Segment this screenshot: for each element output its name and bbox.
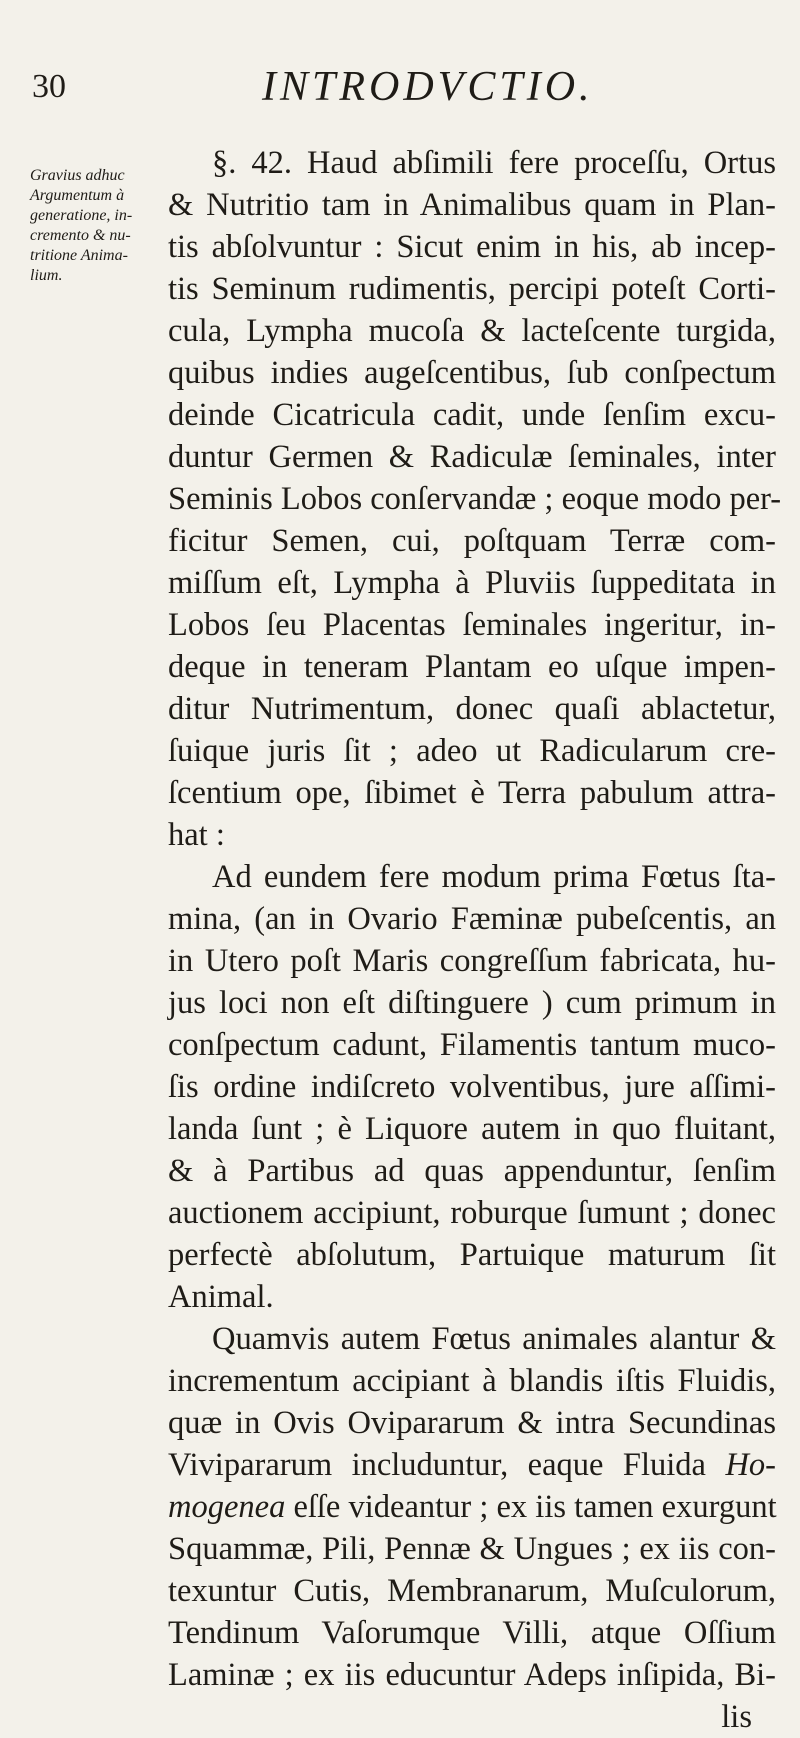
marginal-note-line: Argumentum à xyxy=(30,187,125,204)
text-line: mina, (an in Ovario Fæminæ pubeſcentis, an xyxy=(168,901,776,937)
running-title: INTRODVCTIO. xyxy=(262,64,594,110)
text-line: Squammæ, Pili, Pennæ & Ungues ; ex iis con- xyxy=(168,1531,776,1567)
text-line: ficitur Semen, cui, poſtquam Terræ com- xyxy=(168,523,776,559)
text-line: ſis ordine indiſcreto volventibus, jure aſſimi- xyxy=(168,1069,776,1105)
text-line: auctionem accipiunt, roburque ſumunt ; donec xyxy=(168,1195,776,1231)
text-line: ſuique juris ſit ; adeo ut Radicularum cre- xyxy=(168,733,776,769)
text-line: Tendinum Vaſorumque Villi, atque Oſſium xyxy=(168,1615,776,1651)
text-line: jus loci non eſt diſtinguere ) cum primum in xyxy=(168,985,776,1021)
text-line: incrementum accipiant à blandis iſtis Fluidis, xyxy=(168,1363,776,1399)
text-line: & à Partibus ad quas appenduntur, ſenſim xyxy=(168,1153,776,1189)
italic-term: Ho- xyxy=(725,1447,776,1483)
text-line: in Utero poſt Maris congreſſum fabricata, hu- xyxy=(168,943,776,979)
text-line: deinde Cicatricula cadit, unde ſenſim excu- xyxy=(168,397,776,433)
text-line: tis Seminum rudimentis, percipi poteſt Corti- xyxy=(168,271,776,307)
text-fragment: Vivipararum includuntur, eaque Fluida xyxy=(168,1447,726,1483)
marginal-note-line: Gravius adhuc xyxy=(30,167,125,184)
marginal-note-line: cremento & nu- xyxy=(30,227,131,244)
text-line: hat : xyxy=(168,817,225,853)
text-line: cula, Lympha mucoſa & lacteſcente turgida, xyxy=(168,313,776,349)
text-line: deque in teneram Plantam eo uſque impen- xyxy=(168,649,776,685)
text-line: texuntur Cutis, Membranarum, Muſculorum, xyxy=(168,1573,776,1609)
text-line: & Nutritio tam in Animalibus quam in Plan- xyxy=(168,187,776,223)
text-line: Lobos ſeu Placentas ſeminales ingeritur, in- xyxy=(168,607,776,643)
text-line: duntur Germen & Radiculæ ſeminales, inter xyxy=(168,439,776,475)
marginal-note-line: tritione Anima- xyxy=(30,247,128,264)
marginal-note xyxy=(30,166,150,286)
text-line: miſſum eſt, Lympha à Pluviis ſuppeditata in xyxy=(168,565,776,601)
text-line: quæ in Ovis Ovipararum & intra Secundinas xyxy=(168,1405,776,1441)
text-fragment: eſſe videantur ; ex iis tamen exurgunt xyxy=(285,1489,777,1525)
text-line xyxy=(168,1486,776,1528)
marginal-note-line: generatione, in- xyxy=(30,207,133,224)
text-line: tis abſolvuntur : Sicut enim in his, ab incep- xyxy=(168,229,776,265)
text-line: ditur Nutrimentum, donec quaſi ablactetur, xyxy=(168,691,776,727)
text-line xyxy=(168,1444,776,1486)
text-line: perfectè abſolutum, Partuique maturum ſit xyxy=(168,1237,776,1273)
marginal-note-line: lium. xyxy=(30,267,63,284)
text-line: Quamvis autem Fœtus animales alantur & xyxy=(212,1321,776,1357)
text-line: ſcentium ope, ſibimet è Terra pabulum attra- xyxy=(168,775,776,811)
text-line: Ad eundem fere modum prima Fœtus ſta- xyxy=(212,859,776,895)
text-line: quibus indies augeſcentibus, ſub conſpectum xyxy=(168,355,776,391)
text-line: Animal. xyxy=(168,1279,274,1315)
text-line: §. 42. Haud abſimili fere proceſſu, Ortus xyxy=(212,145,776,181)
body-text xyxy=(168,142,782,1738)
text-line: Seminis Lobos conſervandæ ; eoque modo per- xyxy=(168,481,782,517)
text-line: Laminæ ; ex iis educuntur Adeps inſipida, Bi- xyxy=(168,1657,776,1693)
catchword: lis xyxy=(721,1699,752,1735)
text-line: conſpectum cadunt, Filamentis tantum muco- xyxy=(168,1027,776,1063)
page-number: 30 xyxy=(32,68,66,105)
italic-term: mogenea xyxy=(168,1489,286,1525)
text-line: landa ſunt ; è Liquore autem in quo fluitant, xyxy=(168,1111,776,1147)
